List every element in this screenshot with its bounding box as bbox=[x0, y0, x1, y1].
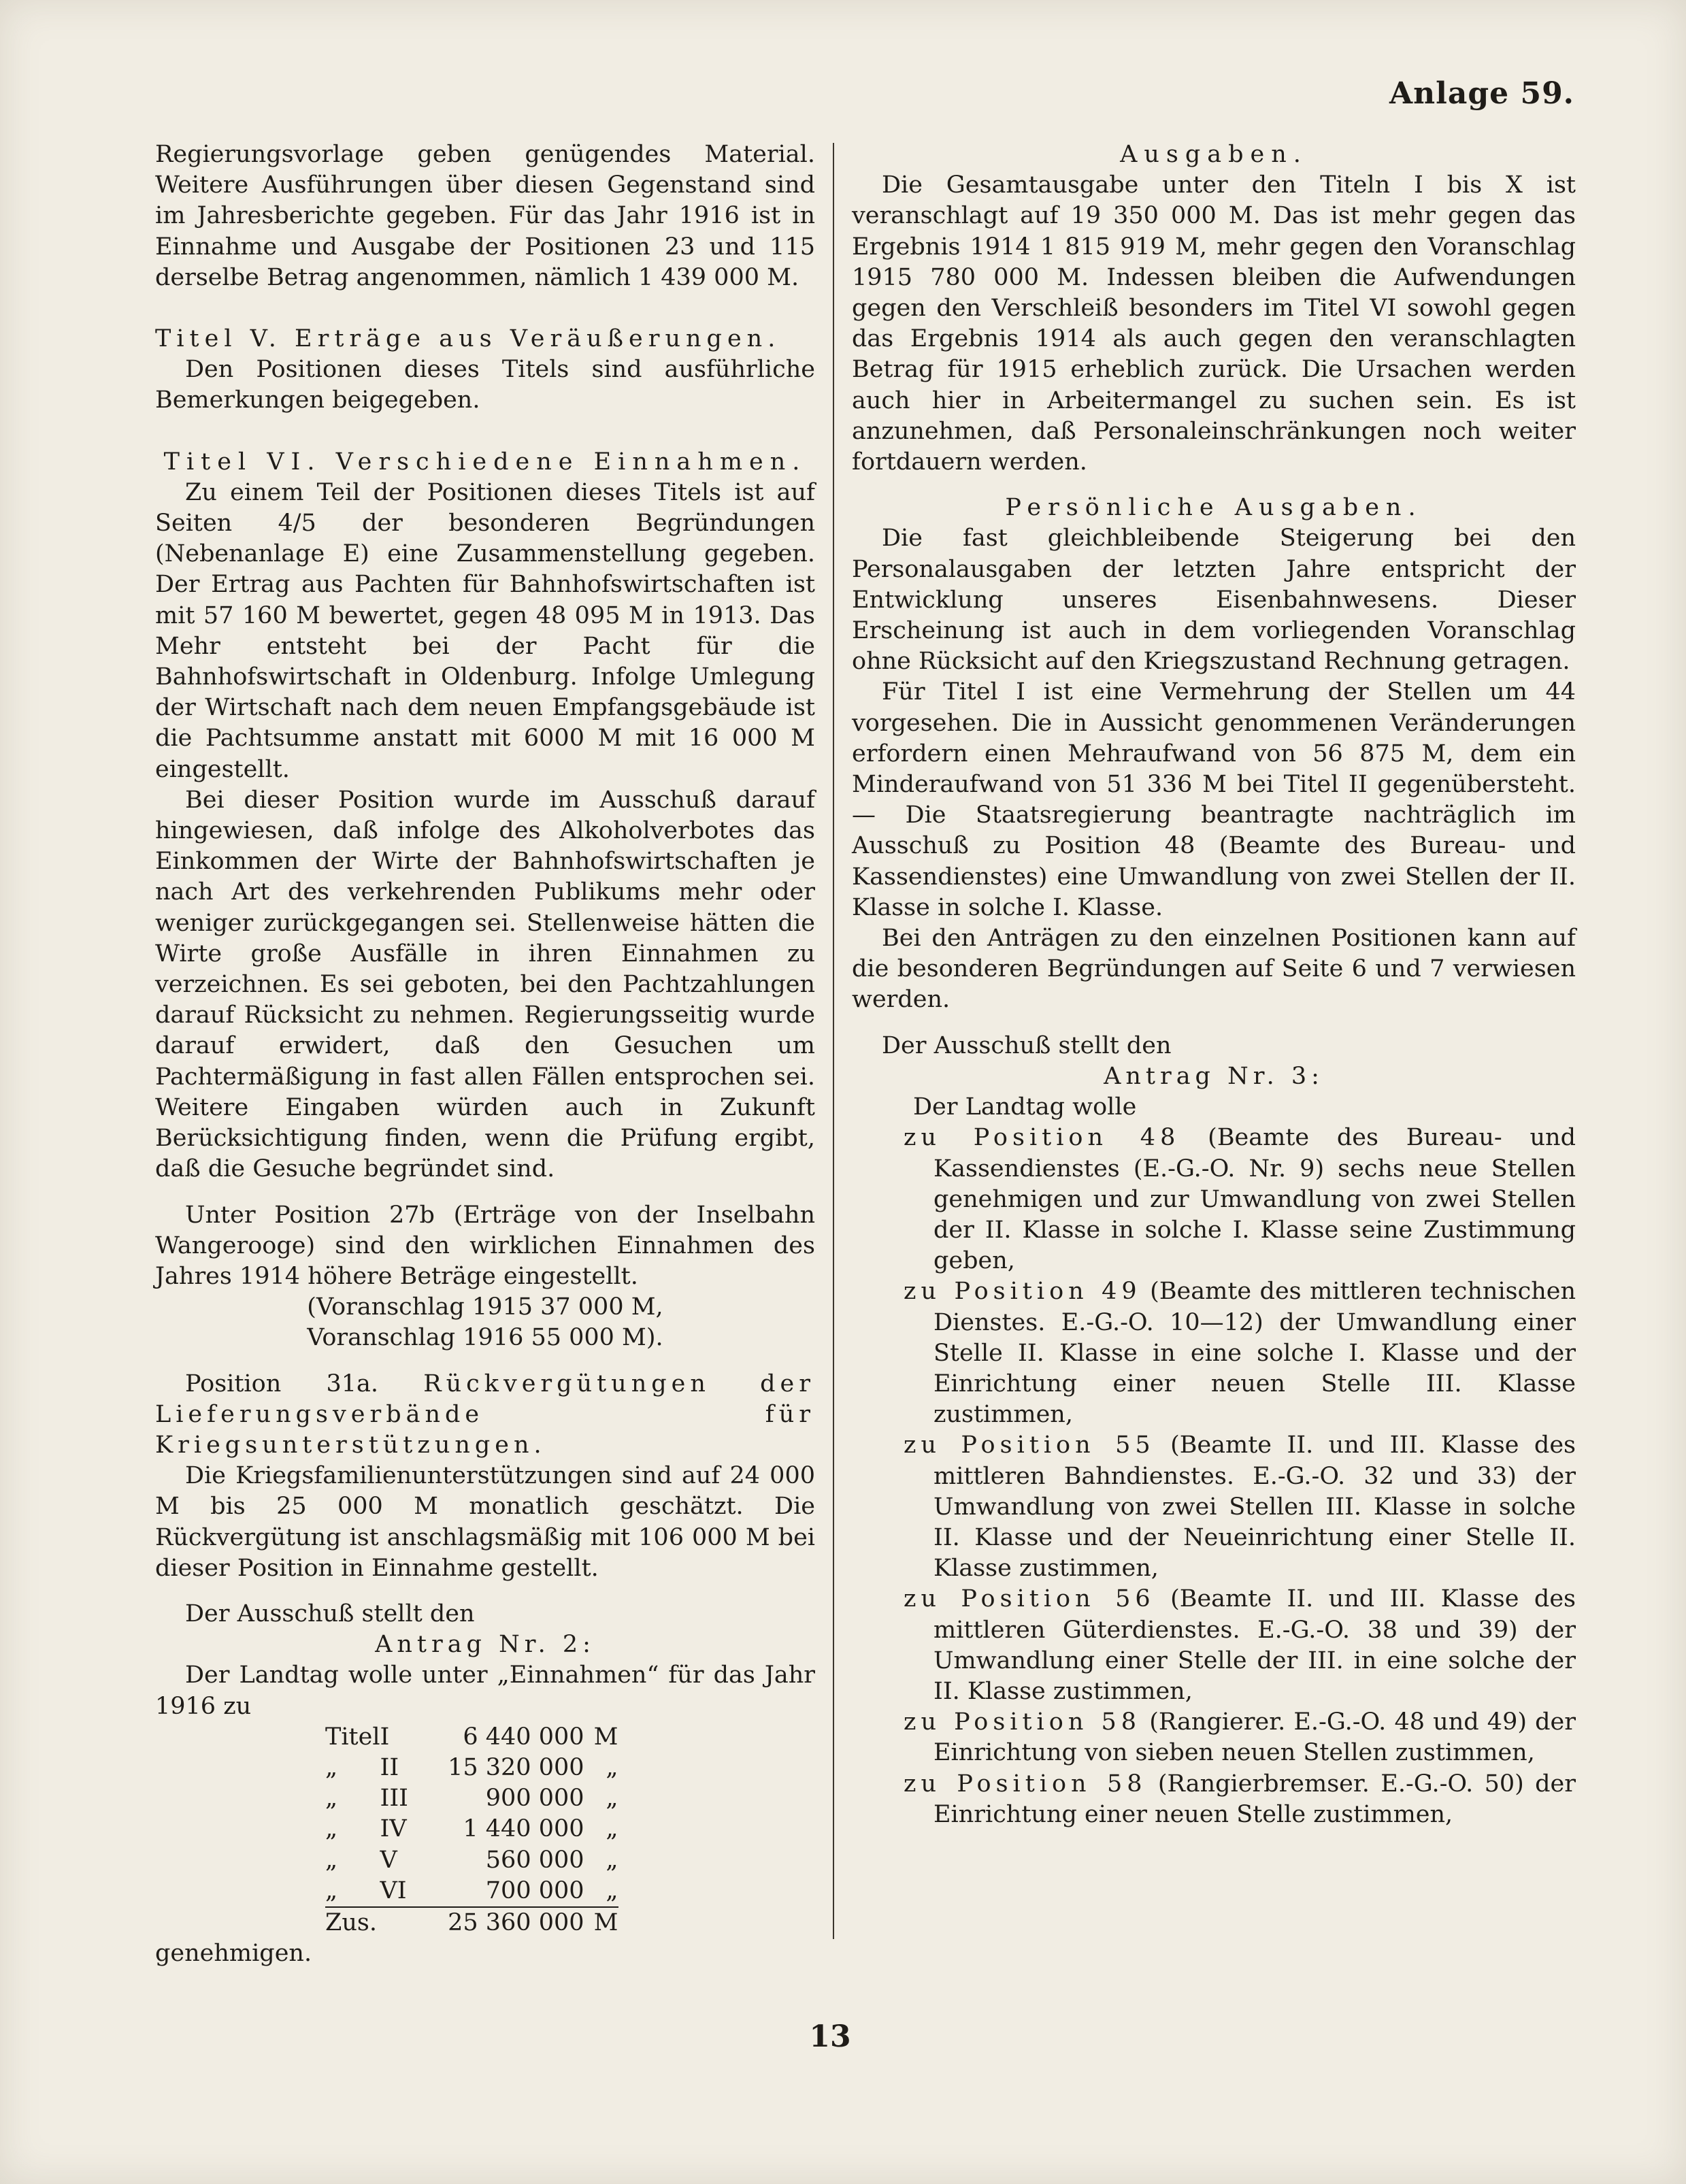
paragraph-personal-1: Die fast gleichbleibende Steigerung bei den Personalausgaben der letzten Jahre entspricht der Entwicklung unseres Eisenbahnwesens. Dieser Erscheinung ist auch in dem vorliegenden Voranschlag ohne Rücksicht auf den Kriegszustand Rechnung getragen. bbox=[852, 525, 1576, 676]
table-cell: 700 000 bbox=[485, 1876, 584, 1904]
motion-item-lead: zu Position 48 bbox=[904, 1124, 1180, 1152]
table-cell: I bbox=[380, 1723, 390, 1751]
heading-titel-5: Titel V. Erträge aus Veräußerungen. bbox=[155, 325, 781, 353]
heading-titel-6: Titel VI. Verschiedene Einnahmen. bbox=[163, 448, 807, 476]
paragraph-titel-5: Den Positionen dieses Titels sind ausführliche Bemerkungen beigegeben. bbox=[155, 356, 815, 414]
table-cell: M bbox=[584, 1907, 618, 1938]
table-cell: „ bbox=[325, 1846, 338, 1874]
table-cell: 560 000 bbox=[485, 1846, 584, 1874]
motion-item-text: (Beamte des mittleren technischen Dienstes. E.-G.-O. 10—12) der Umwandlung einer Stelle II. Klasse in eine solche I. Klasse und der Einrichtung einer neuen Stelle III. Klasse zustimmen, bbox=[933, 1278, 1576, 1429]
table-cell: „ bbox=[606, 1785, 618, 1813]
motion-item-text: (Beamte II. und III. Klasse des mittleren Güterdienstes. E.-G.-O. 38 und 39) der Umwandlung einer Stelle der III. in eine solche der II. Klasse zustimmen, bbox=[933, 1585, 1576, 1705]
table-row bbox=[325, 1783, 618, 1814]
table-sum-row bbox=[325, 1907, 618, 1938]
motion-item bbox=[852, 1769, 1576, 1830]
table-cell: „ bbox=[325, 1815, 338, 1843]
table-cell: 25 360 000 bbox=[442, 1907, 584, 1938]
table-cell: 15 320 000 bbox=[448, 1753, 584, 1781]
table-cell: 900 000 bbox=[485, 1785, 584, 1813]
motion-2-title: Antrag Nr. 2: bbox=[375, 1631, 595, 1659]
estimate-1916: Voranschlag 1916 55 000 M). bbox=[307, 1324, 663, 1352]
motion-item-text: (Beamte des Bureau- und Kassendienstes (E.-G.-O. Nr. 9) sechs neue Stellen genehmigen und zur Umwandlung von zwei Stellen der II. Klasse in solche I. Klasse seine Zustimmung geben, bbox=[933, 1124, 1576, 1275]
table-cell: „ bbox=[606, 1876, 618, 1904]
table-row bbox=[325, 1753, 618, 1783]
paragraph-ausgaben: Die Gesamtausgabe unter den Titeln I bis X ist veranschlagt auf 19 350 000 M. Das ist mehr gegen das Ergebnis 1914 1 815 919 M, mehr gegen den Voranschlag 1915 780 000 M. Indessen bleiben die Aufwendungen gegen den Verschleiß besonders im Titel VI sowohl gegen das Ergebnis 1914 als auch gegen den veranschlagten Betrag für 1915 erheblich zurück. Die Ursachen werden auch hier in Arbeitermangel zu suchen sein. Es ist anzunehmen, daß Personaleinschränkungen noch weiter fortdauern werden. bbox=[852, 171, 1576, 476]
table-cell: 6 440 000 bbox=[463, 1723, 584, 1751]
motion-item-lead: zu Position 56 bbox=[904, 1585, 1155, 1613]
motion-item bbox=[852, 1276, 1576, 1430]
motion-item-text: (Beamte II. und III. Klasse des mittleren Bahndienstes. E.-G.-O. 32 und 33) der Umwandlung von zwei Stellen III. Klasse in solche II. Klasse und der Neueinrichtung einer Stelle II. Klasse zustimmen, bbox=[933, 1432, 1576, 1583]
closing-text: genehmigen. bbox=[155, 1940, 312, 1968]
paragraph-intro: Regierungsvorlage geben genügendes Material. Weitere Ausführungen über diesen Gegenstand sind im Jahresberichte gegeben. Für das Jahr 1916 ist in Einnahme und Ausgabe der Positionen 23 und 115 derselbe Betrag angenommen, nämlich 1 439 000 M. bbox=[155, 141, 815, 291]
table-cell: IV bbox=[380, 1815, 407, 1843]
annex-header: Anlage 59. bbox=[1389, 76, 1574, 111]
motion-item bbox=[852, 1707, 1576, 1768]
table-cell: Zus. bbox=[325, 1907, 380, 1938]
heading-persoenliche-ausgaben: Persönliche Ausgaben. bbox=[1005, 494, 1423, 522]
table-row bbox=[325, 1845, 618, 1876]
table-cell: V bbox=[380, 1846, 397, 1874]
motion-item-lead: zu Position 58 bbox=[904, 1770, 1147, 1798]
table-cell: „ bbox=[606, 1815, 618, 1843]
paragraph-titel-6a: Zu einem Teil der Positionen dieses Titels ist auf Seiten 4/5 der besonderen Begründungen (Nebenanlage E) eine Zusammenstellung gegeben. Der Ertrag aus Pachten für Bahnhofswirtschaften ist mit 57 160 M bewertet, gegen 48 095 M in 1913. Das Mehr entsteht bei der Pacht für die Bahnhofswirtschaft in Oldenburg. Infolge Umlegung der Wirtschaft nach dem neuen Empfangsgebäude ist die Pachtsumme anstatt mit 6000 M mit 16 000 M eingestellt. bbox=[155, 478, 815, 783]
right-column bbox=[852, 139, 1576, 1830]
motion-item bbox=[852, 1123, 1576, 1276]
paragraph-personal-2: Für Titel I ist eine Vermehrung der Stellen um 44 vorgesehen. Die in Aussicht genommenen Veränderungen erfordern einen Mehraufwand von 56 875 M, dem ein Minderaufwand von 51 336 M bei Titel II gegenübersteht. — Die Staatsregierung beantragte nachträglich im Ausschuß zu Position 48 (Beamte des Bureau- und Kassendienstes) eine Umwandlung von zwei Stellen der II. Klasse in solche I. Klasse. bbox=[852, 678, 1576, 921]
motion-3-title: Antrag Nr. 3: bbox=[1104, 1062, 1324, 1090]
table-cell: Titel bbox=[325, 1723, 380, 1751]
position-31a-title: Rückvergütungen der Lieferungsverbände für Kriegsunterstützungen. bbox=[155, 1370, 815, 1459]
page-number: 13 bbox=[809, 2019, 851, 2054]
table-cell bbox=[380, 1907, 442, 1938]
motion-item-text: (Rangierbremser. E.-G.-O. 50) der Einrichtung einer neuen Stelle zustimmen, bbox=[933, 1770, 1576, 1828]
revenue-table bbox=[325, 1722, 618, 1938]
table-cell: III bbox=[380, 1785, 408, 1813]
table-cell: „ bbox=[325, 1753, 338, 1781]
left-column bbox=[155, 139, 815, 1969]
table-cell: II bbox=[380, 1753, 399, 1781]
committee-line-right: Der Ausschuß stellt den bbox=[882, 1031, 1172, 1059]
column-divider bbox=[833, 143, 834, 1939]
motion-item-lead: zu Position 55 bbox=[904, 1432, 1155, 1459]
table-row bbox=[325, 1876, 618, 1907]
motion-item-lead: zu Position 49 bbox=[904, 1278, 1142, 1306]
paragraph-position-31a-body: Die Kriegsfamilienunterstützungen sind auf 24 000 M bis 25 000 M monatlich geschätzt. Die Rückvergütung ist anschlagsmäßig mit 106 000 M bei dieser Position in Einnahme gestellt. bbox=[155, 1462, 815, 1582]
position-31a-lead: Position 31a. bbox=[185, 1370, 378, 1397]
paragraph-personal-3: Bei den Anträgen zu den einzelnen Positionen kann auf die besonderen Begründungen auf Seite 6 und 7 verwiesen werden. bbox=[852, 925, 1576, 1014]
table-cell: „ bbox=[325, 1876, 338, 1904]
table-cell: VI bbox=[380, 1876, 407, 1904]
motion-3-items bbox=[852, 1123, 1576, 1830]
motion-item bbox=[852, 1584, 1576, 1707]
motion-item bbox=[852, 1430, 1576, 1584]
committee-line: Der Ausschuß stellt den bbox=[185, 1600, 475, 1627]
paragraph-position-31a bbox=[155, 1369, 815, 1461]
estimate-1915: (Voranschlag 1915 37 000 M, bbox=[307, 1293, 663, 1321]
motion-2-text: Der Landtag wolle unter „Einnahmen“ für das Jahr 1916 zu bbox=[155, 1661, 815, 1720]
table-cell: „ bbox=[606, 1846, 618, 1874]
table-row bbox=[325, 1814, 618, 1844]
table-cell: „ bbox=[325, 1785, 338, 1813]
heading-ausgaben: Ausgaben. bbox=[1120, 141, 1308, 168]
table-cell: M bbox=[593, 1723, 618, 1751]
table-row bbox=[325, 1722, 618, 1753]
table-cell: 1 440 000 bbox=[463, 1815, 584, 1843]
paragraph-position-27b: Unter Position 27b (Erträge von der Inselbahn Wangerooge) sind den wirklichen Einnahmen des Jahres 1914 höhere Beträge eingestellt. bbox=[155, 1201, 815, 1290]
motion-item-text: (Rangierer. E.-G.-O. 48 und 49) der Einrichtung von sieben neuen Stellen zustimmen, bbox=[933, 1708, 1576, 1767]
motion-3-intro: Der Landtag wolle bbox=[913, 1093, 1137, 1121]
paragraph-titel-6b: Bei dieser Position wurde im Ausschuß darauf hingewiesen, daß infolge des Alkoholverbotes das Einkommen der Wirte der Bahnhofswirtschaften je nach Art des verkehrenden Publikums mehr oder weniger zurückgegangen sei. Stellenweise hätten die Wirte große Ausfälle in ihren Einnahmen zu verzeichnen. Es sei geboten, bei den Pachtzahlungen darauf Rücksicht zu nehmen. Regierungsseitig wurde darauf erwidert, daß den Gesuchen um Pachtermäßigung in fast allen Fällen entsprochen sei. Weitere Eingaben würden auch in Zukunft Berücksichtigung finden, wenn die Prüfung ergibt, daß die Gesuche begründet sind. bbox=[155, 786, 815, 1183]
table-cell: „ bbox=[606, 1753, 618, 1781]
motion-item-lead: zu Position 58 bbox=[904, 1708, 1142, 1736]
